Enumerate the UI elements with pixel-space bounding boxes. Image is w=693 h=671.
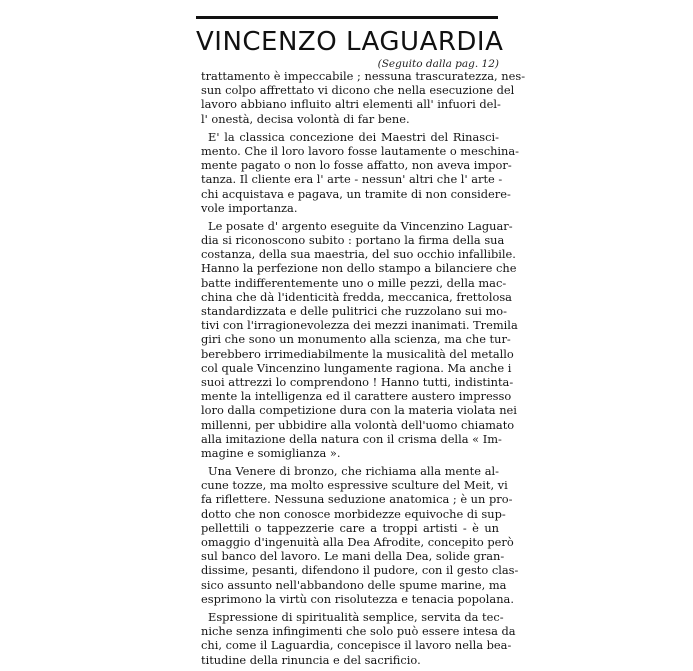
text-line: sun colpo affrettato vi dicono che nella esecuzione del [201,83,515,98]
text-line: chi, come il Laguardia, concepisce il lavoro nella bea- [201,638,512,653]
text-line: titudine della rinuncia e del sacrificio. [201,652,421,667]
text-line: Una Venere di bronzo, che richiama alla mente al- [208,464,499,479]
text-line: china che dà l'identicità fredda, meccanica, frettolosa [201,289,512,304]
text-line: l' onestà, decisa volontà di far bene. [201,111,410,126]
text-line: pellettili o tappezzerie care a troppi artisti - è un [201,520,499,535]
text-line: mente pagato o non lo fosse affatto, non aveva impor- [201,158,512,173]
text-line: Le posate d' argento eseguite da Vincenzino Laguar- [208,218,513,233]
text-line: sul banco del lavoro. Le mani della Dea, solide gran- [201,549,505,564]
paragraph [201,69,526,126]
text-line: loro dalla competizione dura con la materia violata nei [201,403,517,418]
text-line: cune tozze, ma molto espressive sculture del Meit, vi [201,478,508,493]
text-line: giri che sono un monumento alla scienza, ma che tur- [201,332,511,347]
text-line: berebbero irrimediabilmente la musicalità del metallo [201,346,514,361]
text-line: mento. Che il loro lavoro fosse lautamente o meschina- [201,143,520,158]
text-line: suoi attrezzi lo comprendono ! Hanno tutti, indistinta- [201,374,514,389]
text-line: tivi con l'irragionevolezza dei mezzi inanimati. Tremila [201,318,518,333]
paragraph [201,464,519,606]
text-line: vole importanza. [201,200,298,215]
text-line: alla imitazione della natura con il crisma della « Im- [201,431,502,446]
text-line: batte indifferentemente uno o mille pezzi, della mac- [201,275,507,290]
text-line: magine e somiglianza ». [201,445,341,460]
text-line: sico assunto nell'abbandono delle spume marine, ma [201,577,507,592]
text-line: dissime, pesanti, difendono il pudore, con il gesto clas- [201,563,519,578]
text-line: dotto che non conosce morbidezze equivoche di sup- [201,506,506,521]
paragraph [201,129,520,215]
text-line: Espressione di spiritualità semplice, servita da tec- [208,609,504,624]
text-line: mente la intelligenza ed il carattere austero impresso [201,389,512,404]
text-line: trattamento è impeccabile ; nessuna trascuratezza, nes- [201,69,526,83]
article-body [201,69,526,671]
article-title: VINCENZO LAGUARDIA [196,27,504,57]
text-line: tanza. Il cliente era l' arte - nessun' altri che l' arte - [201,172,503,187]
text-line: Hanno la perfezione non dello stampo a bilanciere che [201,261,517,276]
text-line: omaggio d'ingenuità alla Dea Afrodite, concepito però [201,535,514,549]
header-rule [196,16,498,19]
text-line: E' la classica concezione dei Maestri del Rinasci- [208,129,499,144]
text-line: fa riflettere. Nessuna seduzione anatomica ; è un pro- [201,492,513,507]
paragraph [201,218,518,460]
continued-from-note: (Seguito dalla pag. 12) [377,58,499,70]
paragraph [201,609,516,667]
text-line: costanza, della sua maestria, del suo occhio infallibile. [201,247,516,262]
text-line: dia si riconoscono subito : portano la firma della sua [201,233,505,248]
text-line: millenni, per ubbidire alla volontà dell'uomo chiamato [201,417,515,432]
text-line: chi acquistava e pagava, un tramite di non considere- [201,186,511,201]
text-line: lavoro abbiano influito altri elementi all' infuori del- [201,97,501,112]
text-line: standardizzata e delle pulitrici che ruzzolano sui mo- [201,304,507,318]
text-line: esprimono la virtù con risolutezza e tenacia popolana. [201,591,514,606]
text-line: niche senza infingimenti che solo può essere intesa da [201,624,516,639]
text-line: col quale Vincenzino lungamente ragiona. Ma anche i [201,360,512,375]
